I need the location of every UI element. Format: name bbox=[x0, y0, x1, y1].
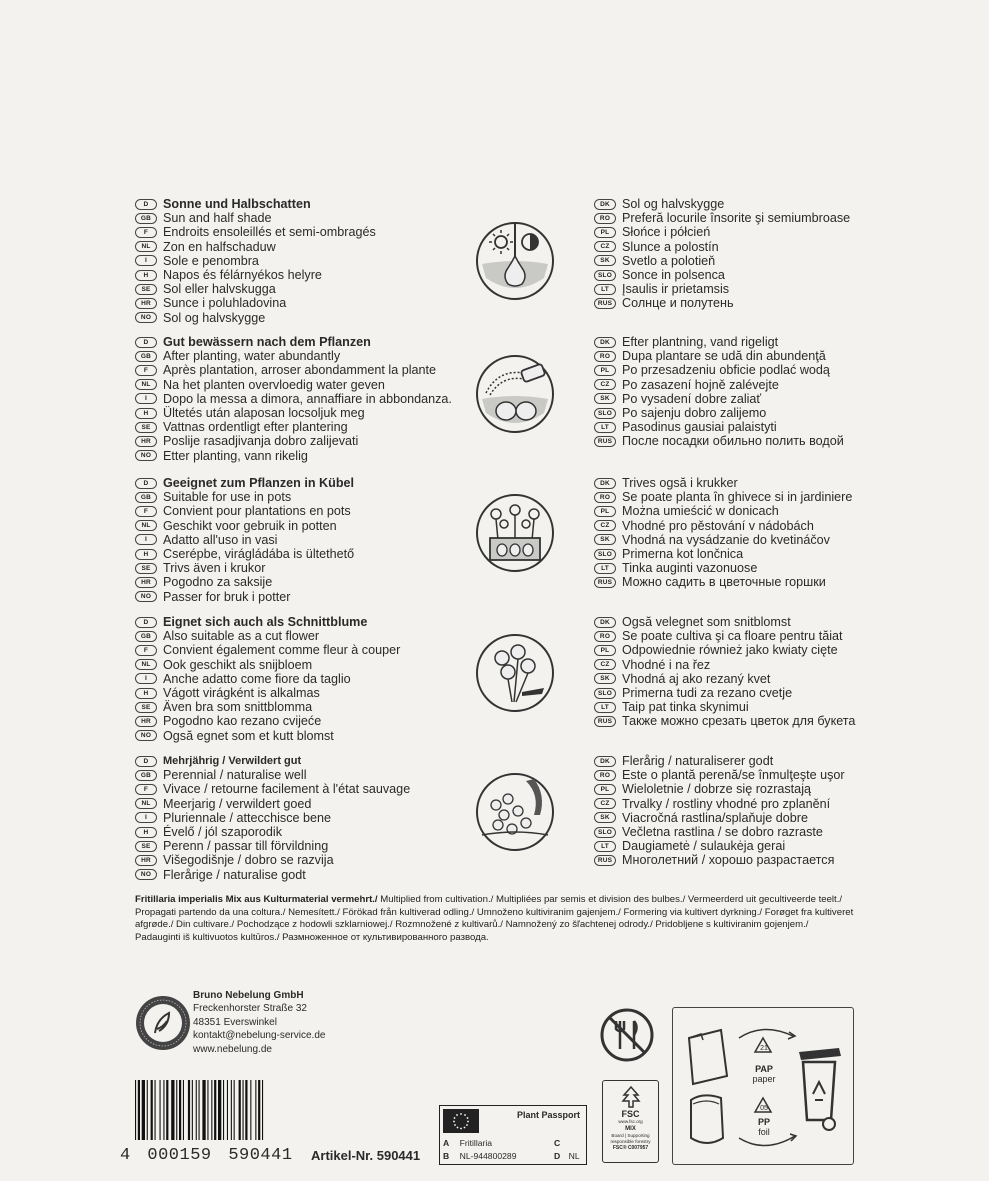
language-code-badge: D bbox=[135, 756, 157, 767]
language-text: Ogsă velegnet som snitblomst bbox=[622, 615, 791, 629]
language-text: Tinka auginti vazonuose bbox=[622, 561, 758, 576]
language-code-badge: RUS bbox=[594, 716, 616, 727]
language-text: Perenn / passar till förvildning bbox=[163, 839, 329, 854]
language-text: Eignet sich auch als Schnittblume bbox=[163, 615, 368, 629]
language-text: Mehrjährig / Verwildert gut bbox=[163, 755, 302, 767]
fsc-code: FSC® C007957 bbox=[612, 1145, 649, 1151]
language-text: Daugiametė / sulaukėja gerai bbox=[622, 839, 786, 854]
language-text: Ook geschikt als snijbloem bbox=[163, 657, 313, 672]
language-line bbox=[594, 282, 989, 296]
language-code-badge: SLO bbox=[594, 408, 616, 419]
not-for-consumption-icon bbox=[599, 1007, 655, 1063]
language-text: Viacročná rastlina/splaňuje dobre bbox=[622, 810, 808, 825]
pp-d-label: D bbox=[554, 1151, 561, 1161]
language-line bbox=[594, 811, 989, 825]
language-line bbox=[594, 714, 989, 728]
fsc-line1: Board | Supporting bbox=[611, 1133, 650, 1138]
language-text: Geschikt voor gebruik in potten bbox=[163, 518, 337, 533]
barcode-digit-first: 4 bbox=[120, 1146, 131, 1165]
language-code-badge: SLO bbox=[594, 270, 616, 281]
language-code-badge: H bbox=[135, 549, 157, 560]
language-code-badge: RUS bbox=[594, 436, 616, 447]
eu-flag-icon bbox=[443, 1109, 479, 1133]
language-code-badge: CZ bbox=[594, 659, 616, 670]
language-text: Ültetés után alaposan locsoljuk meg bbox=[163, 405, 365, 420]
language-line bbox=[135, 868, 575, 882]
language-text: Primerna kot lončnica bbox=[622, 546, 744, 561]
note-bold: Fritillaria imperialis Mix aus Kulturmaterial vermehrt./ bbox=[135, 894, 378, 905]
language-text: Sol og halvskygge bbox=[163, 310, 266, 325]
language-code-badge: F bbox=[135, 365, 157, 376]
language-line bbox=[594, 768, 989, 782]
language-line bbox=[594, 490, 989, 504]
pp-c-label: C bbox=[554, 1138, 561, 1148]
language-text: Ogsă egnet som et kutt blomst bbox=[163, 728, 334, 743]
language-code-badge: HR bbox=[135, 298, 157, 309]
language-line bbox=[594, 615, 989, 629]
language-code-badge: NO bbox=[135, 450, 157, 461]
language-code-badge: RUS bbox=[594, 855, 616, 866]
language-text: Įsaulis ir prietamsis bbox=[622, 282, 730, 297]
language-line bbox=[594, 672, 989, 686]
language-code-badge: DK bbox=[594, 199, 616, 210]
language-text: Vhodná na vysádzanie do kvetináčov bbox=[622, 532, 830, 547]
language-text: Sonce in polsenca bbox=[622, 267, 725, 282]
language-text: Солнце и полутень bbox=[622, 296, 734, 311]
language-line bbox=[594, 561, 989, 575]
language-text: После посадки обильно полить водой bbox=[622, 434, 844, 449]
language-text: Vhodná aj ako rezaný kvet bbox=[622, 671, 771, 686]
language-line bbox=[594, 839, 989, 853]
language-code-badge: CZ bbox=[594, 520, 616, 531]
language-code-badge: SE bbox=[135, 702, 157, 713]
sustainable-supplier-seal bbox=[135, 995, 191, 1051]
language-code-badge: DK bbox=[594, 337, 616, 348]
language-line bbox=[594, 240, 989, 254]
language-line bbox=[135, 590, 575, 604]
section-5-right-column bbox=[594, 754, 989, 868]
language-code-badge: SLO bbox=[594, 549, 616, 560]
language-code-badge: NL bbox=[135, 798, 157, 809]
section-3-right-column bbox=[594, 476, 989, 590]
language-code-badge: LT bbox=[594, 422, 616, 433]
language-text: Adatto all'uso in vasi bbox=[163, 532, 278, 547]
language-line bbox=[594, 825, 989, 839]
language-line bbox=[135, 434, 575, 448]
language-text: Vhodné i na řez bbox=[622, 657, 711, 672]
language-line bbox=[594, 378, 989, 392]
language-text: Можно садить в цветочные горшки bbox=[622, 575, 826, 590]
language-line bbox=[594, 335, 989, 349]
language-text: Sol eller halvskugga bbox=[163, 282, 276, 297]
language-text: Cserépbe, virágládába is ültethető bbox=[163, 546, 355, 561]
language-line bbox=[594, 575, 989, 589]
language-code-badge: SE bbox=[135, 284, 157, 295]
section-4-right-column bbox=[594, 615, 989, 729]
pp-b-label: B bbox=[443, 1151, 450, 1161]
language-code-badge: RO bbox=[594, 770, 616, 781]
language-text: Poslije rasadjivanja dobro zalijevati bbox=[163, 434, 359, 449]
barcode-group-1: 000159 bbox=[147, 1146, 212, 1165]
language-code-badge: NL bbox=[135, 379, 157, 390]
language-text: Meerjarig / verwildert goed bbox=[163, 796, 312, 811]
language-text: Также можно срезать цветок для букета bbox=[622, 714, 856, 729]
language-code-badge: NO bbox=[135, 591, 157, 602]
language-text: Dopo la messa a dimora, annaffiare in abbondanza. bbox=[163, 391, 452, 406]
language-code-badge: RO bbox=[594, 492, 616, 503]
language-code-badge: CZ bbox=[594, 379, 616, 390]
language-code-badge: GB bbox=[135, 770, 157, 781]
pp-abbr: PP bbox=[757, 1117, 770, 1127]
language-code-badge: D bbox=[135, 478, 157, 489]
language-code-badge: DK bbox=[594, 478, 616, 489]
language-code-badge: NO bbox=[135, 869, 157, 880]
language-code-badge: LT bbox=[594, 563, 616, 574]
language-code-badge: SK bbox=[594, 255, 616, 266]
language-text: Primerna tudi za rezano cvetje bbox=[622, 685, 793, 700]
language-text: Vhodné pro pěstování v nádobách bbox=[622, 518, 814, 533]
recycling-bin-icon bbox=[799, 1048, 841, 1130]
language-code-badge: SLO bbox=[594, 827, 616, 838]
language-text: Po vysadení dobre zaliať bbox=[622, 391, 762, 406]
language-line bbox=[135, 449, 575, 463]
article-number: Artikel-Nr. 590441 bbox=[311, 1148, 421, 1163]
language-line bbox=[135, 197, 575, 211]
language-line bbox=[594, 392, 989, 406]
language-code-badge: SK bbox=[594, 812, 616, 823]
language-line bbox=[594, 686, 989, 700]
language-text: Etter planting, vann rikelig bbox=[163, 448, 308, 463]
language-code-badge: RUS bbox=[594, 577, 616, 588]
plant-passport-title: Plant Passport bbox=[516, 1110, 580, 1120]
language-text: Taip pat tinka skynimui bbox=[622, 700, 749, 715]
language-line bbox=[594, 782, 989, 796]
language-line bbox=[594, 658, 989, 672]
language-line bbox=[135, 335, 575, 349]
pap-abbr: PAP bbox=[755, 1064, 773, 1074]
language-line bbox=[135, 714, 575, 728]
language-code-badge: SE bbox=[135, 422, 157, 433]
flower-pot-icon bbox=[476, 494, 554, 572]
language-text: Anche adatto come fiore da taglio bbox=[163, 671, 351, 686]
language-code-badge: GB bbox=[135, 351, 157, 362]
language-code-badge: PL bbox=[594, 227, 616, 238]
pp-word: foil bbox=[758, 1127, 770, 1137]
company-name: Bruno Nebelung GmbH bbox=[193, 990, 304, 1001]
language-text: Pogodno za saksije bbox=[163, 575, 273, 590]
fsc-url: www.fsc.org bbox=[618, 1119, 643, 1124]
language-text: Preferă locurile însorite şi semiumbroase bbox=[622, 211, 851, 226]
language-text: Słońce i półcień bbox=[622, 225, 711, 240]
language-line bbox=[594, 254, 989, 268]
language-text: Zon en halfschaduw bbox=[163, 239, 276, 254]
pp-b-value: NL-944800289 bbox=[459, 1151, 517, 1161]
language-text: Sunce i poluhladovina bbox=[163, 296, 287, 311]
language-code-badge: SK bbox=[594, 673, 616, 684]
language-text: Este o plantă perenă/se înmulţeşte uşor bbox=[622, 768, 845, 783]
language-line bbox=[594, 296, 989, 310]
language-code-badge: SK bbox=[594, 393, 616, 404]
language-line bbox=[135, 853, 575, 867]
language-text: Convient pour plantations en pots bbox=[163, 504, 351, 519]
language-code-badge: PL bbox=[594, 784, 616, 795]
language-line bbox=[594, 700, 989, 714]
language-code-badge: GB bbox=[135, 631, 157, 642]
language-line bbox=[594, 434, 989, 448]
language-code-badge: SE bbox=[135, 841, 157, 852]
language-code-badge: CZ bbox=[594, 798, 616, 809]
language-code-badge: F bbox=[135, 645, 157, 656]
language-code-badge: F bbox=[135, 784, 157, 795]
language-code-badge: F bbox=[135, 227, 157, 238]
language-text: Även bra som snittblomma bbox=[163, 700, 313, 715]
language-text: Trives ogsă i krukker bbox=[622, 476, 738, 490]
company-street: Freckenhorster Straße 32 bbox=[193, 1003, 307, 1015]
language-text: Gut bewässern nach dem Pflanzen bbox=[163, 335, 371, 349]
language-code-badge: I bbox=[135, 393, 157, 404]
language-text: Sol og halvskygge bbox=[622, 197, 725, 211]
language-text: Sun and half shade bbox=[163, 211, 272, 226]
language-code-badge: I bbox=[135, 255, 157, 266]
language-line bbox=[594, 197, 989, 211]
language-code-badge: LT bbox=[594, 284, 616, 295]
language-code-badge: HR bbox=[135, 577, 157, 588]
language-text: Dupa plantare se udă din abundenţă bbox=[622, 349, 826, 364]
language-text: Višegodišnje / dobro se razvija bbox=[163, 853, 334, 868]
language-code-badge: H bbox=[135, 270, 157, 281]
language-line bbox=[135, 311, 575, 325]
language-text: Многолетний / хорошо разрастается bbox=[622, 853, 835, 868]
perennial-icon bbox=[476, 773, 554, 851]
note-text: Multiplied from cultivation./ Multipliées par semis et division des bulbes./ Vermeerderd uit gecultiveerde teelt./ Propagati partendo da una coltura./ Nemesített./ Förökad från kultiverad odling./ Umnoženo kultiviranim gajenjem./ Formering via kultivert dyrkning./ Forøget fra kultiveret afgrøde./ Din cultivare./ Pochodzące z hodowli szklarniowej./ Rozmnožené z kultivarů./ Namnožený zo šľachtenej odrody./ Pridobljene s kultiviranim gojenjem./ Padauginti iš kultivuotos kultūros./ Размноженное от культивированного развода. bbox=[135, 894, 854, 943]
language-text: Napos és félárnyékos helyre bbox=[163, 267, 322, 282]
language-text: After planting, water abundantly bbox=[163, 349, 341, 364]
language-text: Odpowiednie również jako kwiaty cięte bbox=[622, 643, 838, 658]
language-line bbox=[135, 476, 575, 490]
company-website[interactable]: www.nebelung.de bbox=[193, 1043, 272, 1055]
language-text: Po zasazení hojně zalévejte bbox=[622, 377, 779, 392]
language-code-badge: LT bbox=[594, 841, 616, 852]
language-line bbox=[594, 420, 989, 434]
language-line bbox=[594, 225, 989, 239]
language-text: Sole e penombra bbox=[163, 253, 259, 268]
language-code-badge: H bbox=[135, 827, 157, 838]
language-line bbox=[594, 797, 989, 811]
watering-can-icon bbox=[476, 355, 554, 433]
language-line bbox=[594, 363, 989, 377]
language-code-badge: NO bbox=[135, 312, 157, 323]
language-code-badge: D bbox=[135, 337, 157, 348]
language-line bbox=[594, 853, 989, 867]
language-text: Geeignet zum Pflanzen in Kübel bbox=[163, 476, 355, 490]
fsc-tree-icon bbox=[620, 1085, 642, 1109]
language-code-badge: RO bbox=[594, 631, 616, 642]
language-text: Svetlo a polotieň bbox=[622, 253, 716, 268]
language-code-badge: RO bbox=[594, 351, 616, 362]
company-email[interactable]: kontakt@nebelung-service.de bbox=[193, 1030, 326, 1042]
section-2-right-column bbox=[594, 335, 989, 449]
language-code-badge: NL bbox=[135, 241, 157, 252]
section-1-right-column bbox=[594, 197, 989, 311]
language-code-badge: I bbox=[135, 812, 157, 823]
language-line bbox=[594, 629, 989, 643]
foil-bag-icon bbox=[691, 1095, 723, 1143]
language-code-badge: DK bbox=[594, 617, 616, 628]
language-line bbox=[594, 211, 989, 225]
language-line bbox=[594, 268, 989, 282]
language-code-badge: H bbox=[135, 688, 157, 699]
pap-word: paper bbox=[752, 1074, 776, 1084]
language-line bbox=[135, 729, 575, 743]
language-text: Efter plantning, vand rigeligt bbox=[622, 335, 779, 349]
language-code-badge: HR bbox=[135, 436, 157, 447]
language-text: Pogodno kao rezano cvijeće bbox=[163, 714, 322, 729]
language-text: Pasodinus gausiai palaistyti bbox=[622, 420, 777, 435]
language-code-badge: CZ bbox=[594, 241, 616, 252]
language-code-badge: PL bbox=[594, 365, 616, 376]
fsc-line2: responsible forestry bbox=[610, 1138, 651, 1144]
language-code-badge: NO bbox=[135, 730, 157, 741]
company-city: 48351 Everswinkel bbox=[193, 1016, 277, 1028]
language-line bbox=[135, 754, 575, 768]
language-text: Se poate planta în ghivece si in jardiniere bbox=[622, 490, 853, 505]
language-code-badge: D bbox=[135, 617, 157, 628]
language-text: Vattnas ordentligt efter plantering bbox=[163, 420, 348, 435]
language-text: Suitable for use in pots bbox=[163, 490, 292, 505]
language-text: Na het planten overvloedig water geven bbox=[163, 377, 385, 392]
language-line bbox=[135, 575, 575, 589]
pap-code: 21 bbox=[760, 1045, 768, 1052]
language-text: Also suitable as a cut flower bbox=[163, 629, 320, 644]
language-text: Pluriennale / attecchisce bene bbox=[163, 810, 332, 825]
language-line bbox=[135, 615, 575, 629]
pp-a-label: A bbox=[443, 1138, 450, 1148]
language-text: Se poate cultiva şi ca floare pentru tăiat bbox=[622, 629, 843, 644]
language-text: Večletna rastlina / se dobro razraste bbox=[622, 824, 823, 839]
language-code-badge: I bbox=[135, 673, 157, 684]
language-code-badge: I bbox=[135, 534, 157, 545]
pp-d-value: NL bbox=[568, 1151, 580, 1161]
language-text: Po sajenju dobro zalijemo bbox=[622, 405, 767, 420]
language-text: Perennial / naturalise well bbox=[163, 768, 307, 783]
language-code-badge: D bbox=[135, 199, 157, 210]
language-code-badge: NL bbox=[135, 659, 157, 670]
language-code-badge: PL bbox=[594, 645, 616, 656]
language-line bbox=[594, 754, 989, 768]
language-code-badge: GB bbox=[135, 492, 157, 503]
language-text: Wieloletnie / dobrze się rozrastają bbox=[622, 782, 811, 797]
language-code-badge: PL bbox=[594, 506, 616, 517]
language-line bbox=[594, 533, 989, 547]
language-text: Évelő / jól szaporodik bbox=[163, 824, 283, 839]
language-code-badge: SLO bbox=[594, 688, 616, 699]
language-code-badge: RUS bbox=[594, 298, 616, 309]
fsc-mark: FSC bbox=[621, 1109, 640, 1119]
language-text: Vágott virágként is alkalmas bbox=[163, 685, 320, 700]
fsc-label bbox=[602, 1080, 659, 1163]
language-text: Passer for bruk i potter bbox=[163, 589, 291, 604]
language-line bbox=[594, 643, 989, 657]
language-text: Flerårig / naturaliserer godt bbox=[622, 754, 774, 768]
language-line bbox=[594, 504, 989, 518]
language-code-badge: RO bbox=[594, 213, 616, 224]
language-code-badge: NL bbox=[135, 520, 157, 531]
language-text: Endroits ensoleillés et semi-ombragés bbox=[163, 225, 376, 240]
language-line bbox=[594, 547, 989, 561]
language-text: Trivs även i krukor bbox=[163, 561, 266, 576]
barcode-group-2: 590441 bbox=[228, 1146, 293, 1165]
cut-flower-icon bbox=[476, 634, 554, 712]
language-text: Flerårige / naturalise godt bbox=[163, 867, 306, 882]
language-code-badge: LT bbox=[594, 702, 616, 713]
sun-half-shade-icon bbox=[476, 222, 554, 300]
propagation-note bbox=[135, 894, 855, 944]
pp-a-value: Fritillaria bbox=[459, 1138, 493, 1148]
language-line bbox=[594, 406, 989, 420]
language-code-badge: SK bbox=[594, 534, 616, 545]
company-address bbox=[193, 989, 325, 1056]
language-line bbox=[594, 519, 989, 533]
pp-code: 05 bbox=[760, 1105, 768, 1112]
language-text: Po przesadzeniu obficie podlać wodą bbox=[622, 363, 830, 378]
language-text: Après plantation, arroser abondamment la plante bbox=[163, 363, 437, 378]
language-text: Sonne und Halbschatten bbox=[163, 197, 311, 211]
barcode bbox=[120, 1080, 300, 1170]
recycling-box bbox=[672, 1007, 854, 1165]
paper-bag-icon bbox=[689, 1030, 727, 1084]
fsc-mix: MIX bbox=[625, 1126, 636, 1132]
language-text: Convient également comme fleur à couper bbox=[163, 643, 401, 658]
plant-passport bbox=[439, 1105, 587, 1165]
language-code-badge: HR bbox=[135, 855, 157, 866]
language-code-badge: GB bbox=[135, 213, 157, 224]
language-line bbox=[594, 349, 989, 363]
language-text: Slunce a polostín bbox=[622, 239, 719, 254]
language-text: Trvalky / rostliny vhodné pro zplanění bbox=[622, 796, 831, 811]
language-code-badge: HR bbox=[135, 716, 157, 727]
language-code-badge: F bbox=[135, 506, 157, 517]
language-text: Vivace / retourne facilement à l'état sauvage bbox=[163, 782, 411, 797]
language-text: Można umieścić w donicach bbox=[622, 504, 779, 519]
language-code-badge: SE bbox=[135, 563, 157, 574]
language-code-badge: H bbox=[135, 408, 157, 419]
language-code-badge: DK bbox=[594, 756, 616, 767]
language-line bbox=[594, 476, 989, 490]
